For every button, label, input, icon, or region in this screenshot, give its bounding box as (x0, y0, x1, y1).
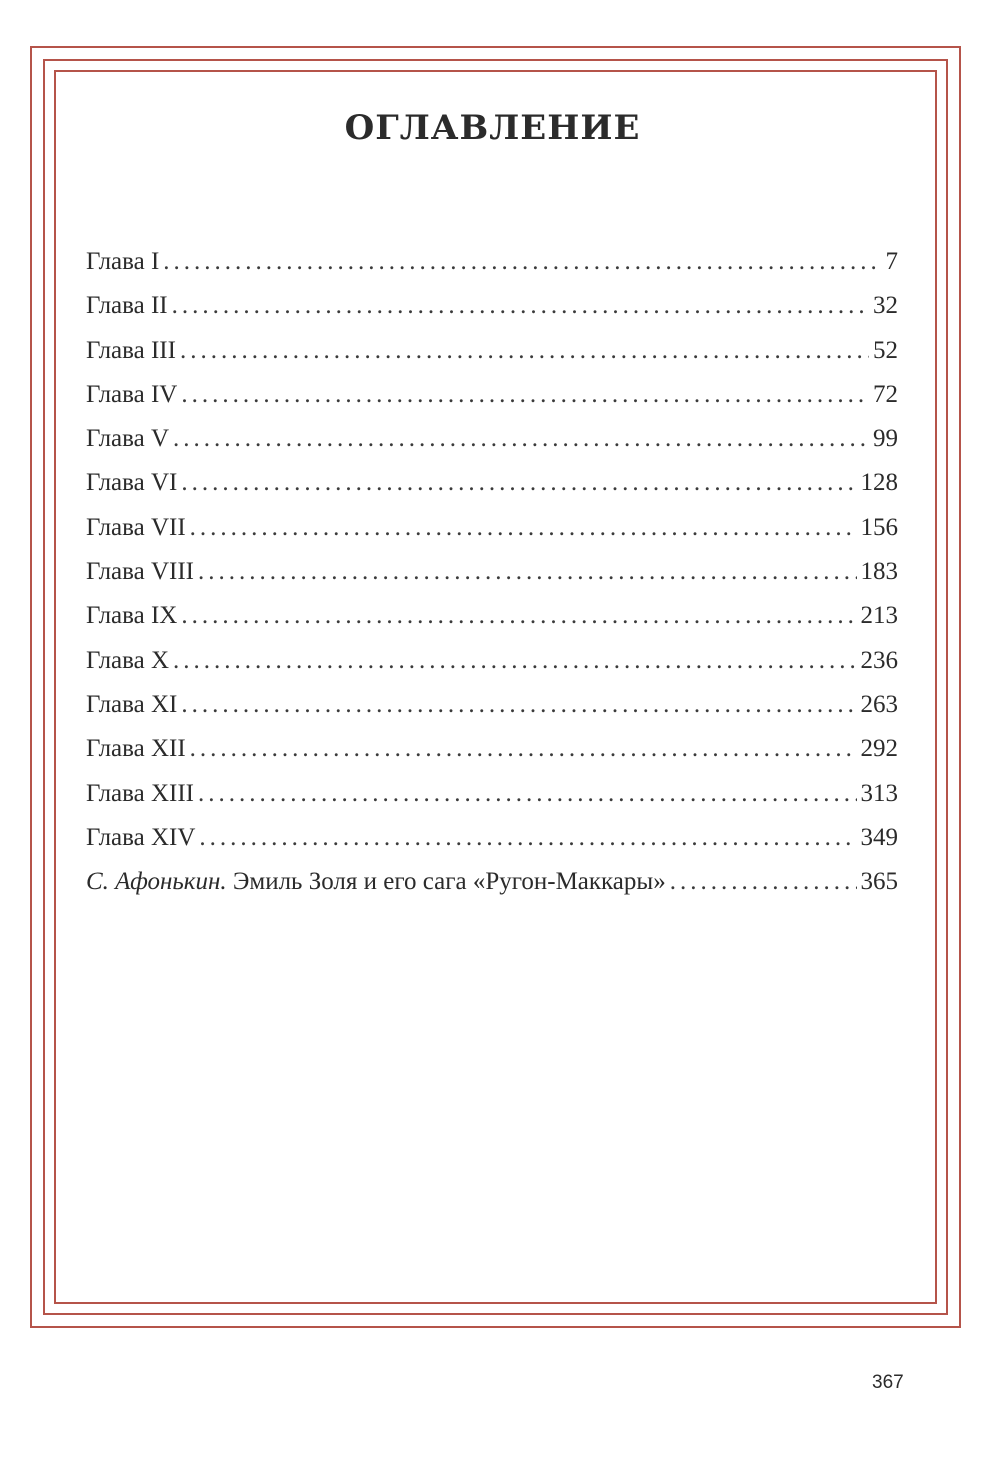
toc-entry[interactable] (86, 824, 898, 868)
toc-leader-dots (198, 558, 857, 586)
toc-entry-page: 349 (860, 823, 898, 851)
toc-entry-label: Глава X (86, 646, 170, 674)
page-number: 367 (872, 1372, 904, 1393)
toc-entry-page: 263 (860, 690, 898, 718)
toc-entry-label: Глава VIII (86, 558, 194, 586)
toc-entry-label: Глава VI (86, 469, 178, 497)
toc-leader-dots (199, 824, 856, 852)
toc-leader-dots (670, 868, 857, 896)
toc-entry-label: Глава II (86, 292, 168, 320)
toc-afterword-label (86, 868, 666, 896)
toc-entry[interactable] (86, 602, 898, 646)
table-of-contents (86, 248, 898, 912)
toc-entry-page: 236 (860, 646, 898, 674)
toc-entry[interactable] (86, 425, 898, 469)
toc-entry[interactable] (86, 558, 898, 602)
toc-entry-page: 128 (860, 469, 898, 497)
toc-entry-label: Глава VII (86, 513, 186, 541)
afterword-author: С. Афонькин. (86, 868, 227, 896)
toc-entry-label: Глава III (86, 336, 176, 364)
toc-leader-dots (181, 469, 856, 497)
toc-leader-dots (173, 425, 869, 453)
toc-leader-dots (172, 292, 869, 320)
toc-entry[interactable] (86, 514, 898, 558)
toc-entry-page: 7 (885, 248, 898, 275)
toc-entry-label: Глава V (86, 425, 170, 453)
toc-entry[interactable] (86, 780, 898, 824)
toc-leader-dots (181, 691, 856, 719)
toc-entry[interactable] (86, 248, 898, 292)
toc-entry-page: 156 (860, 513, 898, 541)
toc-leader-dots (190, 514, 857, 542)
toc-leader-dots (181, 602, 856, 630)
toc-entry-page: 183 (860, 558, 898, 586)
toc-entry-page: 99 (873, 425, 898, 453)
afterword-title: Эмиль Золя и его сага «Ругон-Маккары» (232, 868, 666, 896)
toc-entry-page: 213 (860, 602, 898, 630)
toc-entry-page: 52 (873, 336, 898, 364)
toc-entry-label: Глава I (86, 248, 160, 275)
toc-leader-dots (181, 381, 869, 409)
toc-entry-page: 292 (860, 735, 898, 763)
toc-leader-dots (198, 780, 857, 808)
toc-entry[interactable] (86, 292, 898, 336)
toc-entry-label: Глава XI (86, 690, 178, 718)
toc-entry-page: 313 (860, 779, 898, 807)
toc-entry[interactable] (86, 337, 898, 381)
toc-leader-dots (163, 248, 881, 276)
toc-entry[interactable] (86, 691, 898, 735)
page-title: ОГЛАВЛЕНИЕ (344, 108, 641, 148)
toc-entry[interactable] (86, 469, 898, 513)
toc-entry-label: Глава XIII (86, 779, 194, 807)
toc-leader-dots (180, 337, 869, 365)
toc-entry-page: 32 (873, 292, 898, 320)
toc-entry[interactable] (86, 647, 898, 691)
toc-entry-label: Глава XIV (86, 823, 196, 851)
toc-entry-label: Глава IV (86, 380, 178, 408)
toc-entry[interactable] (86, 735, 898, 779)
toc-entry-page: 72 (873, 380, 898, 408)
toc-leader-dots (173, 647, 856, 675)
toc-entry[interactable] (86, 381, 898, 425)
toc-entry-label: Глава IX (86, 602, 178, 630)
toc-entry-afterword[interactable] (86, 868, 898, 912)
toc-leader-dots (190, 735, 857, 763)
toc-entry-label: Глава XII (86, 735, 186, 763)
toc-entry-page: 365 (860, 868, 898, 896)
